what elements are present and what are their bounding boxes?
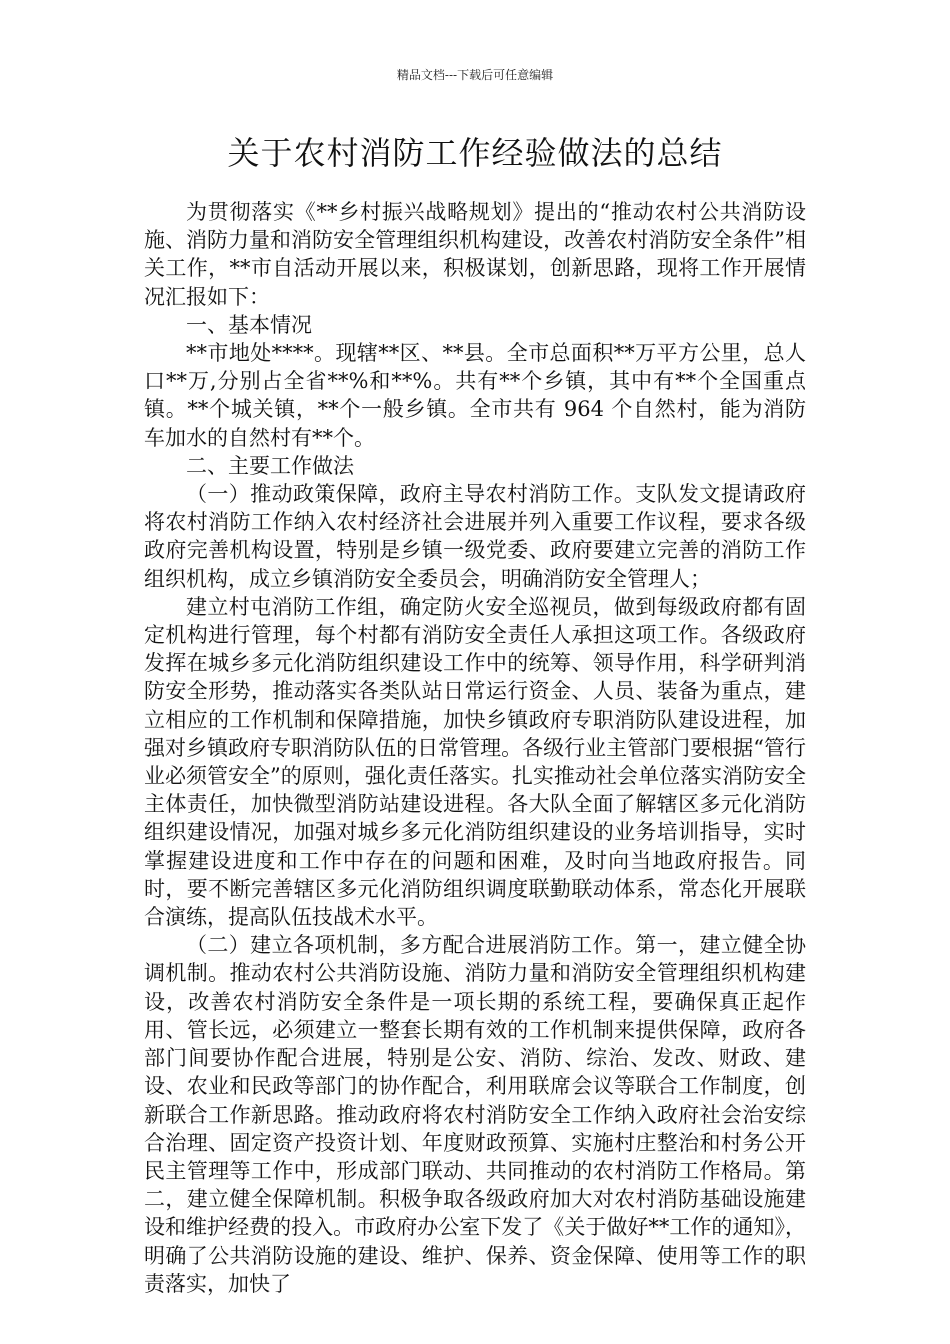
document-title: 关于农村消防工作经验做法的总结: [227, 134, 723, 172]
village-team-paragraph: 建立村屯消防工作组，确定防火安全巡视员，做到每级政府都有固定机构进行管理，每个村都有消防安全责任人承担这项工作。各级政府发挥在城乡多元化消防组织建设工作中的统筹、领导作用，科学研判消防安全形势，推动落实各类队站日常运行资金、人员、装备为重点，建立相应的工作机制和保障措施，加快乡镇政府专职消防队建设进程，加强对乡镇政府专职消防队伍的日常管理。各级行业主管部门要根据“管行业必须管安全”的原则，强化责任落实。扎实推动社会单位落实消防安全主体责任，加快微型消防站建设进程。各大队全面了解辖区多元化消防组织建设情况，加强对城乡多元化消防组织建设的业务培训指导，实时掌握建设进度和工作中存在的问题和困难，及时向当地政府报告。同时，要不断完善辖区多元化消防组织调度联勤联动体系，常态化开展联合演练，提高队伍技战术水平。: [144, 594, 806, 930]
header-note: 精品文档---下载后可任意编辑: [396, 68, 554, 82]
intro-paragraph: 为贯彻落实《**乡村振兴战略规划》提出的“推动农村公共消防设施、消防力量和消防安全管理组织机构建设，改善农村消防安全条件”相关工作，**市自活动开展以来，积极谋划，创新思路，现将工作开展情况汇报如下：: [144, 200, 806, 309]
section-heading-basic: 一、基本情况: [186, 312, 312, 337]
policy-paragraph: （一）推动政策保障，政府主导农村消防工作。支队发文提请政府将农村消防工作纳入农村经济社会进展并列入重要工作议程，要求各级政府完善机构设置，特别是乡镇一级党委、政府要建立完善的消防工作组织机构，成立乡镇消防安全委员会，明确消防安全管理人；: [144, 482, 806, 591]
mechanism-paragraph: （二）建立各项机制，多方配合进展消防工作。第一，建立健全协调机制。推动农村公共消防设施、消防力量和消防安全管理组织机构建设，改善农村消防安全条件是一项长期的系统工程，要确保真正起作用、管长远，必须建立一整套长期有效的工作机制来提供保障，政府各部门间要协作配合进展，特别是公安、消防、综治、发改、财政、建设、农业和民政等部门的协作配合，利用联席会议等联合工作制度，创新联合工作新思路。推动政府将农村消防安全工作纳入政府社会治安综合治理、固定资产投资计划、年度财政预算、实施村庄整治和村务公开民主管理等工作中，形成部门联动、共同推动的农村消防工作格局。第二，建立健全保障机制。积极争取各级政府加大对农村消防基础设施建设和维护经费的投入。市政府办公室下发了《关于做好**工作的通知》，明确了公共消防设施的建设、维护、保养、资金保障、使用等工作的职责落实，加快了: [144, 933, 806, 1296]
section-heading-main-work: 二、主要工作做法: [186, 453, 354, 478]
document-body: [144, 198, 806, 1298]
basic-situation-paragraph: **市地处****。现辖**区、**县。全市总面积**万平方公里，总人口**万,分别占全省**%和**%。共有**个乡镇，其中有**个全国重点镇。**个城关镇，**个一般乡镇。全市共有 964 个自然村，能为消防车加水的自然村有**个。: [144, 341, 806, 450]
